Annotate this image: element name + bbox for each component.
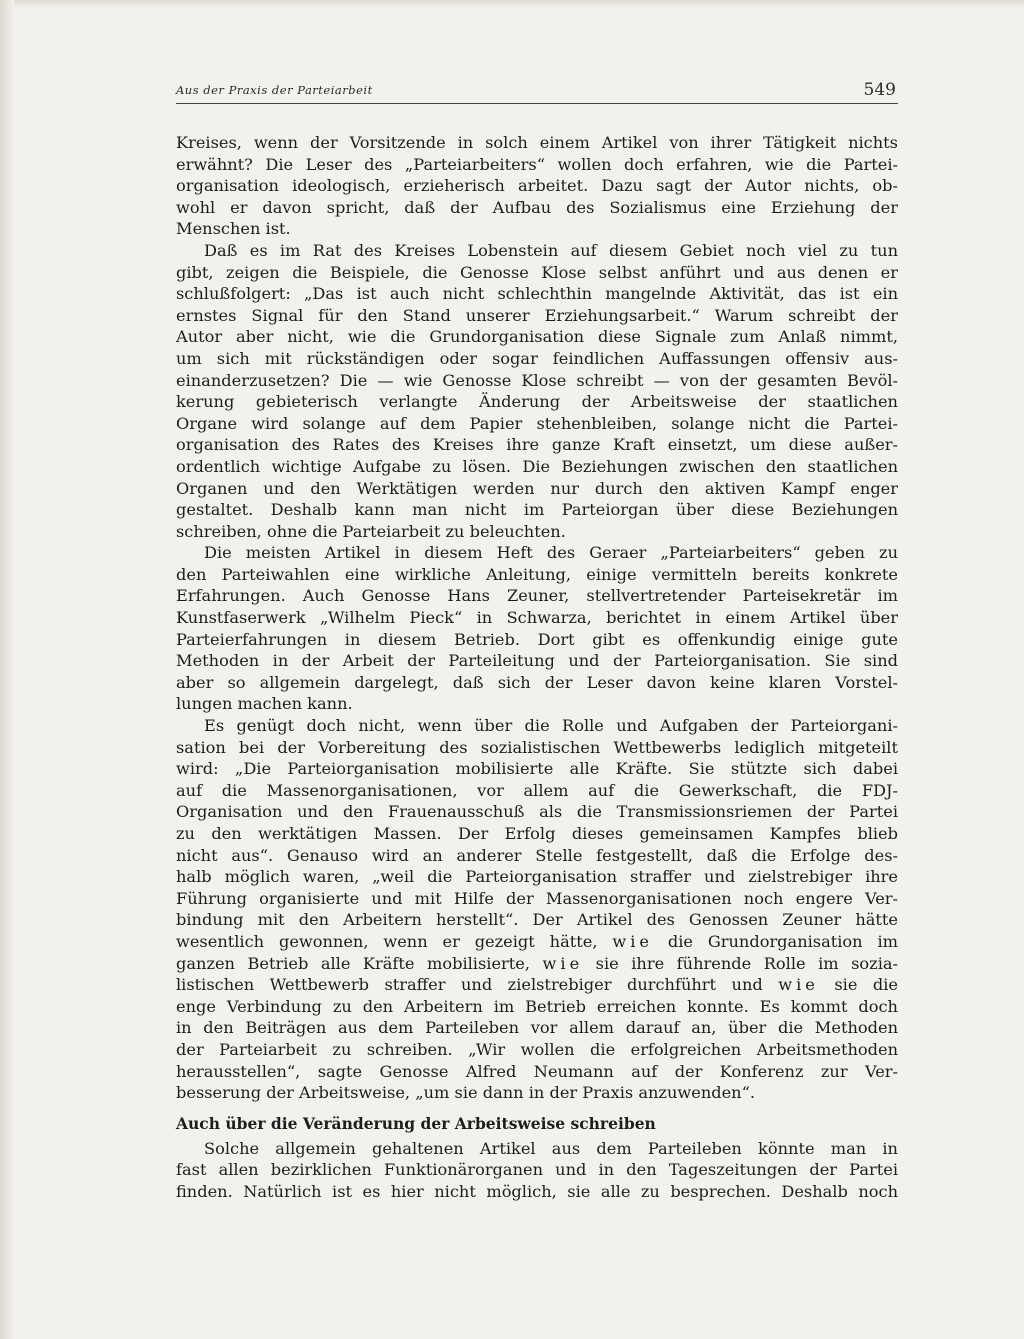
text-line: einanderzusetzen? Die — wie Genosse Klose schreibt — von der gesamten Bevöl- <box>176 370 898 390</box>
text-line: organisation ideologisch, erzieherisch arbeitet. Dazu sagt der Autor nichts, ob- <box>176 176 898 196</box>
text-line: nicht aus“. Genauso wird an anderer Stelle festgestellt, daß die Erfolge des- <box>176 845 898 865</box>
text-line: Führung organisierte und mit Hilfe der Massenorganisationen noch engere Ver- <box>176 888 898 908</box>
emphasis-wie: wie <box>542 953 584 973</box>
text-line: fast allen bezirklichen Funktionärorganen und in den Tageszeitungen der Partei <box>176 1160 898 1180</box>
article-body <box>176 132 898 1203</box>
page-header <box>176 79 898 104</box>
text-run: wesentlich gewonnen, wenn er gezeigt hätte, <box>176 931 613 951</box>
page-edge-shadow-top <box>0 0 1024 8</box>
text-line: in den Beiträgen aus dem Parteileben vor allem darauf an, über die Methoden <box>176 1018 898 1038</box>
page-edge-shadow-left <box>0 0 14 1339</box>
text-line: gibt, zeigen die Beispiele, die Genosse Klose selbst anführt und aus denen er <box>176 262 898 282</box>
text-line: wird: „Die Parteiorganisation mobilisierte alle Kräfte. Sie stützte sich dabei <box>176 759 898 779</box>
text-line: bindung mit den Arbeitern herstellt“. Der Artikel des Genossen Zeuner hätte <box>176 910 898 930</box>
text-line <box>176 931 898 953</box>
text-line: Es genügt doch nicht, wenn über die Rolle und Aufgaben der Parteiorgani- <box>204 716 898 736</box>
text-line: aber so allgemein dargelegt, daß sich der Leser davon keine klaren Vorstel- <box>176 672 898 692</box>
text-line: herausstellen“, sagte Genosse Alfred Neumann auf der Konferenz zur Ver- <box>176 1061 898 1081</box>
text-line: auf die Massenorganisationen, vor allem auf die Gewerkschaft, die FDJ- <box>176 780 898 800</box>
text-line: ernstes Signal für den Stand unserer Erziehungsarbeit.“ Warum schreibt der <box>176 305 898 325</box>
text-line: Die meisten Artikel in diesem Heft des Geraer „Parteiarbeiters“ geben zu <box>204 543 898 563</box>
section-heading: Auch über die Veränderung der Arbeitsweise schreiben <box>176 1113 656 1133</box>
text-line: Menschen ist. <box>176 219 291 239</box>
text-line: Solche allgemein gehaltenen Artikel aus dem Parteileben könnte man in <box>204 1138 898 1158</box>
text-line: Organisation und den Frauenausschuß als die Transmissionsriemen der Partei <box>176 802 898 822</box>
text-line: gestaltet. Deshalb kann man nicht im Parteiorgan über diese Beziehungen <box>176 500 898 520</box>
text-line: Organen und den Werktätigen werden nur durch den aktiven Kampf enger <box>176 478 898 498</box>
text-line: Methoden in der Arbeit der Parteileitung und der Parteiorganisation. Sie sind <box>176 651 898 671</box>
text-run: listischen Wettbewerb straffer und zielstrebiger durchführt und <box>176 975 779 995</box>
text-line: Autor aber nicht, wie die Grundorganisation diese Signale zum Anlaß nimmt, <box>176 327 898 347</box>
emphasis-wie: wie <box>778 975 819 995</box>
text-run: sie die <box>818 975 898 995</box>
page-number: 549 <box>863 80 896 100</box>
text-line: halb möglich waren, „weil die Parteiorganisation straffer und zielstrebiger ihre <box>176 867 898 887</box>
text-line: erwähnt? Die Leser des „Parteiarbeiters“ wollen doch erfahren, wie die Partei- <box>176 154 898 174</box>
text-run: ganzen Betrieb alle Kräfte mobilisierte, <box>176 953 543 973</box>
text-line: finden. Natürlich ist es hier nicht möglich, sie alle zu besprechen. Deshalb noch <box>176 1181 898 1201</box>
text-line: sation bei der Vorbereitung des sozialistischen Wettbewerbs lediglich mitgeteilt <box>176 737 898 757</box>
text-line: Organe wird solange auf dem Papier stehenbleiben, solange nicht die Partei- <box>176 413 898 433</box>
text-line: besserung der Arbeitsweise, „um sie dann in der Praxis anzuwenden“. <box>176 1083 756 1103</box>
text-line: Parteierfahrungen in diesem Betrieb. Dort gibt es offenkundig einige gute <box>176 629 898 649</box>
text-line: schlußfolgert: „Das ist auch nicht schlechthin mangelnde Aktivität, das ist ein <box>176 284 898 304</box>
text-line: enge Verbindung zu den Arbeitern im Betrieb erreichen konnte. Es kommt doch <box>176 996 898 1016</box>
text-run: die Grundorganisation im <box>652 931 898 951</box>
text-line: Daß es im Rat des Kreises Lobenstein auf diesem Gebiet noch viel zu tun <box>204 240 898 260</box>
text-line <box>176 953 898 975</box>
text-line: kerung gebieterisch verlangte Änderung der Arbeitsweise der staatlichen <box>176 392 898 412</box>
text-line: Kunstfaserwerk „Wilhelm Pieck“ in Schwarza, berichtet in einem Artikel über <box>176 608 898 628</box>
text-line <box>176 974 898 996</box>
text-line: wohl er davon spricht, daß der Aufbau des Sozialismus eine Erziehung der <box>176 197 898 217</box>
text-line: Erfahrungen. Auch Genosse Hans Zeuner, stellvertretender Parteisekretär im <box>176 586 898 606</box>
text-line: Kreises, wenn der Vorsitzende in solch einem Artikel von ihrer Tätigkeit nichts <box>176 133 898 152</box>
text-line: der Parteiarbeit zu schreiben. „Wir wollen die erfolgreichen Arbeitsmethoden <box>176 1039 898 1059</box>
text-line: zu den werktätigen Massen. Der Erfolg dieses gemeinsamen Kampfes blieb <box>176 824 898 843</box>
text-line: ordentlich wichtige Aufgabe zu lösen. Die Beziehungen zwischen den staatlichen <box>176 456 898 476</box>
emphasis-wie: wie <box>612 931 653 951</box>
text-line: schreiben, ohne die Parteiarbeit zu beleuchten. <box>176 521 566 541</box>
text-line: lungen machen kann. <box>176 694 353 714</box>
text-line: den Parteiwahlen eine wirkliche Anleitung, einige vermitteln bereits konkrete <box>176 564 898 584</box>
text-run: sie ihre führende Rolle im sozia- <box>583 953 898 973</box>
text-line: um sich mit rückständigen oder sogar feindlichen Auffassungen offensiv aus- <box>176 348 898 368</box>
running-head: Aus der Praxis der Parteiarbeit <box>176 83 373 97</box>
text-line: organisation des Rates des Kreises ihre ganze Kraft einsetzt, um diese außer- <box>176 435 898 455</box>
